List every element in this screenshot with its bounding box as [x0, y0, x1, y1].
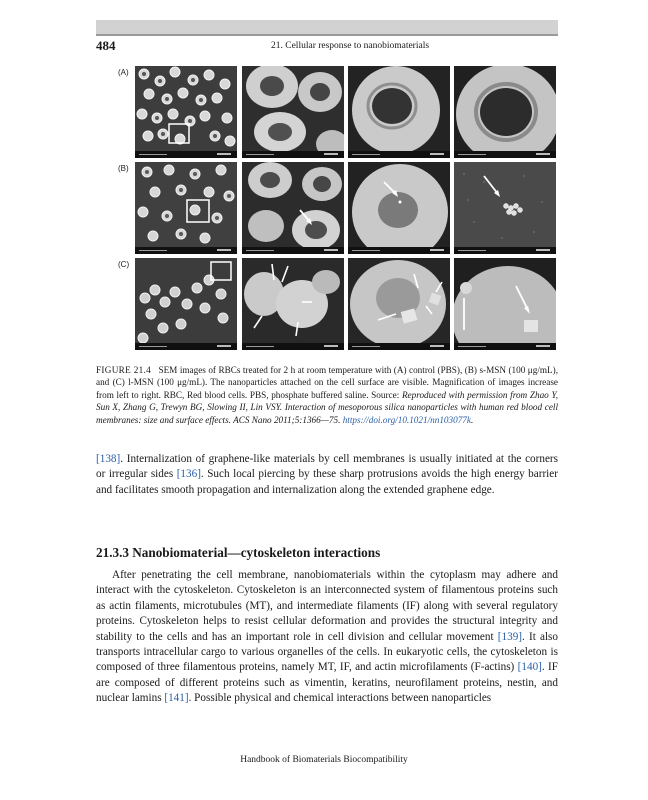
paragraph-text: . Internalization of graphene-like materials by cell membranes is usually initiated at the corners or irregular sides	[96, 453, 558, 481]
caption-label: FIGURE 21.4	[96, 365, 152, 375]
running-head: 21. Cellular response to nanobiomaterials	[271, 41, 430, 51]
row-label-c: (C)	[118, 260, 130, 269]
sem-image-a1	[135, 66, 237, 158]
citation-link[interactable]: [138]	[96, 453, 121, 465]
paragraph-2	[96, 568, 558, 707]
paragraph-text: . It also transports intracellular cargo to various organelles of the cells. In eukaryotic cells, the cytoskeleton is composed of three filamentous proteins, namely MT, IF, and actin microfilaments (F-actins)	[96, 630, 559, 674]
citation-link[interactable]: [140]	[517, 661, 542, 674]
caption-doi-link[interactable]: https://doi.org/10.1021/nn103077k	[342, 414, 471, 425]
sem-image-a4	[454, 66, 556, 158]
paragraph-text: . Possible physical and chemical interactions between nanoparticles	[188, 692, 492, 705]
paragraph-text: . Such local piercing by these sharp protrusions avoids the high energy barrier and facilitates smooth propagation and internalization along the extended graphene edge.	[96, 468, 558, 496]
caption-end: .	[470, 414, 474, 425]
sem-image-a2	[242, 66, 344, 158]
sem-image-c1	[135, 258, 237, 350]
sem-figure	[118, 66, 557, 358]
caption-source: Reproduced with permission from Zhao Y, Sun X, Zhang G, Trewyn BG, Slowing II, Lin VSY. Interaction of mesoporous silica nanoparticles with human red blood cell membranes: size and surface effects. ACS Nano 2011;5:1366—75.	[96, 389, 559, 425]
sem-image-b3	[348, 162, 450, 254]
sem-image-c3	[348, 258, 450, 350]
sem-image-c4	[454, 258, 556, 350]
page-footer: Handbook of Biomaterials Biocompatibility	[240, 755, 408, 765]
figure-caption	[96, 364, 558, 426]
citation-link[interactable]: [139]	[497, 630, 523, 643]
citation-link[interactable]: [136]	[176, 468, 201, 481]
paragraph-1	[96, 452, 558, 498]
header-bar	[96, 20, 558, 34]
sem-image-b1	[135, 162, 237, 254]
page-number: 484	[96, 38, 116, 53]
citation-link[interactable]: [141]	[164, 692, 189, 705]
row-label-a: (A)	[118, 68, 129, 77]
header-rule	[96, 34, 558, 36]
sem-image-b2	[242, 162, 344, 254]
paragraph-text: After penetrating the cell membrane, nanobiomaterials within the cytoplasm may adhere and interact with the cytoskeleton. Cytoskeleton is an interconnected system of filamentous proteins such as actin filaments, microtubules (MT), and intermediate filaments (IF) along with several regulatory proteins. Cytoskeleton helps to resist cellular deformation and provides the structural integrity and stability to the cells and has an important role in cell division and cellular movement	[96, 569, 558, 643]
section-heading: 21.3.3 Nanobiomaterial—cytoskeleton interactions	[96, 545, 381, 560]
caption-text: SEM images of RBCs treated for 2 h at room temperature with (A) control (PBS), (B) s-MSN (100 μg/mL), and (C) l-MSN (100 μg/mL). The nanoparticles attached on the cell surface are visible. Magnification of images increase from left to right. RBC, Red blood cells. PBS, phosphate buffered saline. Source:	[96, 365, 558, 400]
sem-image-b4	[454, 162, 556, 254]
sem-image-c2	[242, 258, 344, 350]
row-label-b: (B)	[118, 164, 129, 173]
paragraph-text: . IF are composed of different proteins such as vimentin, keratins, neurofilament proteins, nestin, and nuclear lamins	[96, 661, 558, 705]
sem-image-a3	[348, 66, 450, 158]
